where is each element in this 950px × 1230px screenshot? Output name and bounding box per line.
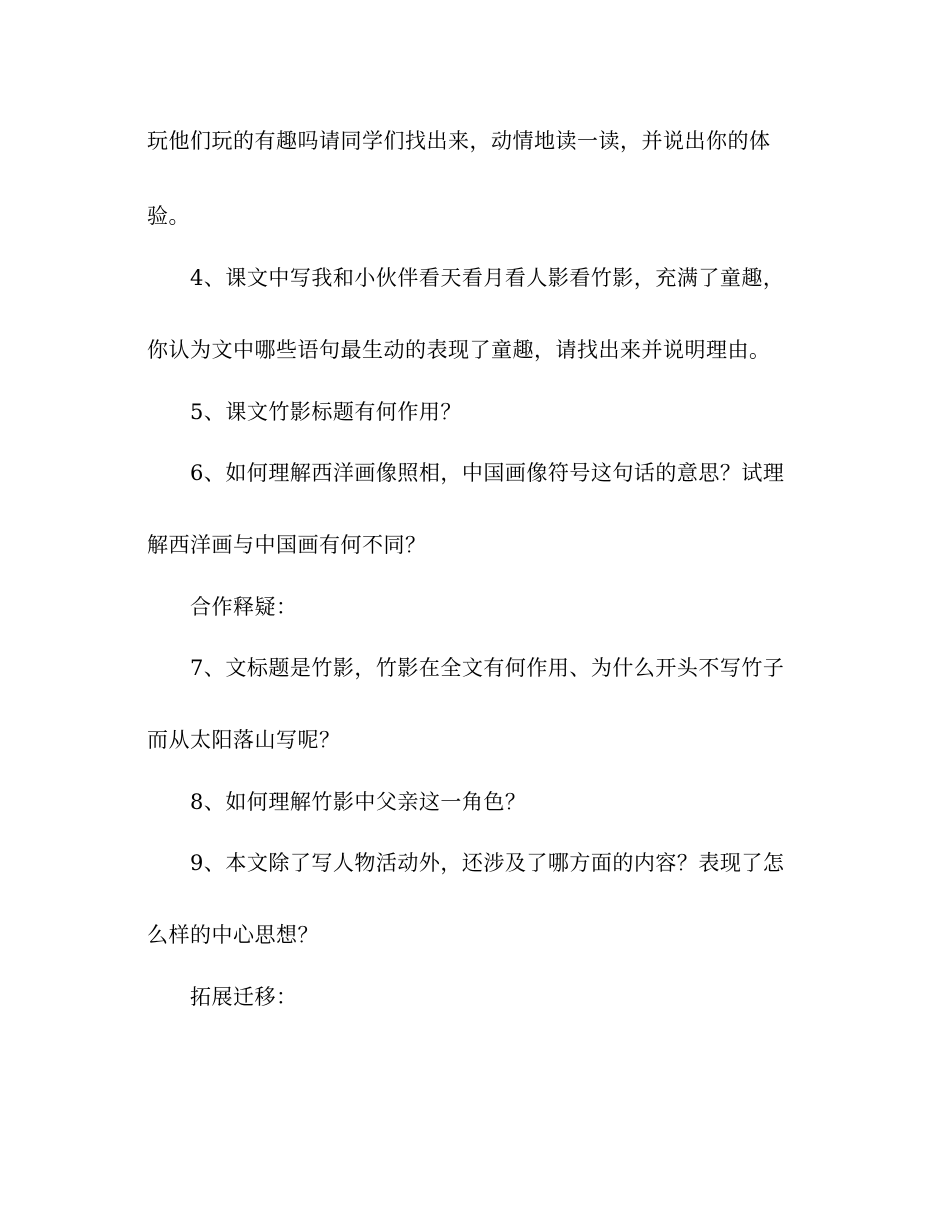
section-heading-cooperation: 合作释疑： — [190, 595, 298, 619]
paragraph-line: 么样的中心思想？ — [147, 923, 319, 947]
paragraph-line: 玩他们玩的有趣吗请同学们找出来，动情地读一读，并说出你的体 — [147, 129, 771, 153]
question-6-line: 6、如何理解西洋画像照相，中国画像符号这句话的意思？试理 — [190, 461, 785, 485]
paragraph-line: 你认为文中哪些语句最生动的表现了童趣，请找出来并说明理由。 — [147, 338, 771, 362]
paragraph-line: 解西洋画与中国画有何不同？ — [147, 533, 427, 557]
question-9-line: 9、本文除了写人物活动外，还涉及了哪方面的内容？表现了怎 — [190, 851, 785, 875]
paragraph-line: 验。 — [147, 204, 190, 228]
paragraph-line: 而从太阳落山写呢？ — [147, 728, 341, 752]
question-7-line: 7、文标题是竹影，竹影在全文有何作用、为什么开头不写竹子 — [190, 656, 785, 680]
question-4-line: 4、课文中写我和小伙伴看天看月看人影看竹影，充满了童趣， — [190, 266, 785, 290]
question-8-line: 8、如何理解竹影中父亲这一角色？ — [190, 790, 527, 814]
section-heading-extension: 拓展迁移： — [190, 985, 298, 1009]
question-5-line: 5、课文竹影标题有何作用？ — [190, 400, 462, 424]
